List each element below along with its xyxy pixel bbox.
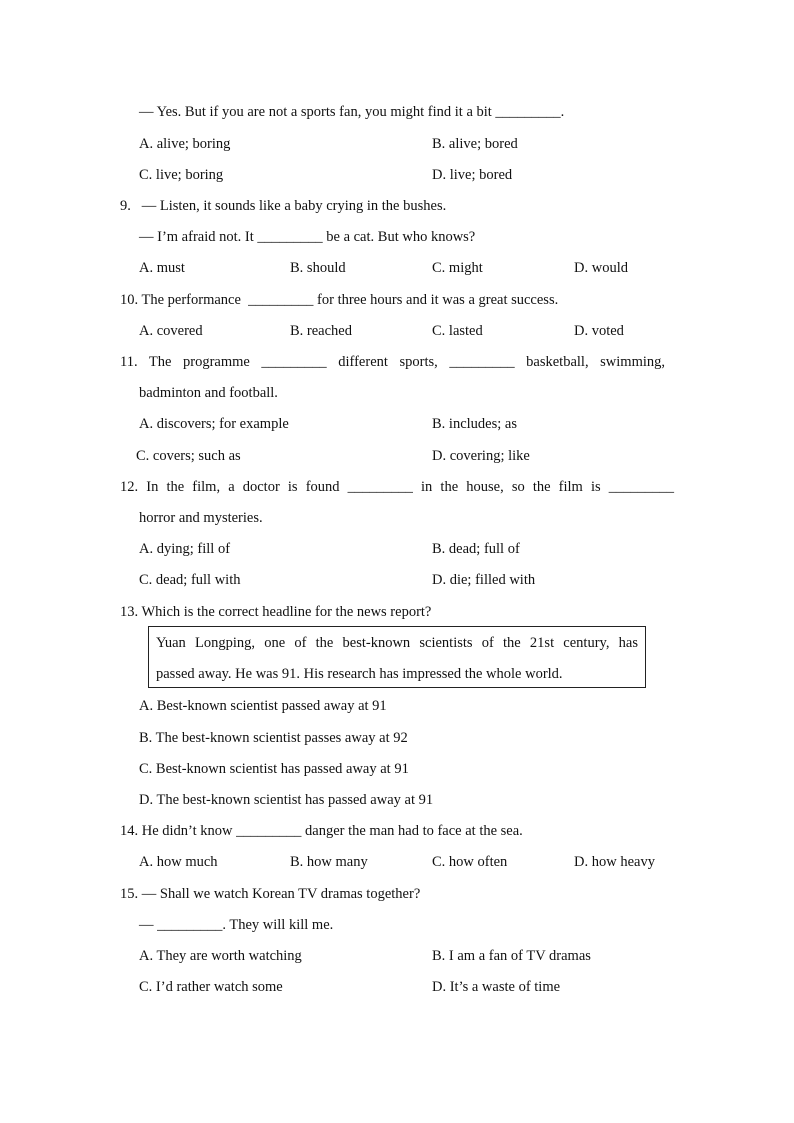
q10-option-b[interactable]: B. reached — [290, 323, 352, 339]
q11-option-d[interactable]: D. covering; like — [432, 448, 530, 464]
q9-question: 9. — Listen, it sounds like a baby crying in the bushes. — [120, 198, 447, 214]
q12-question: 12. In the film, a doctor is found _________ in the house, so the film is _________ — [120, 479, 674, 495]
q12-option-d[interactable]: D. die; filled with — [432, 572, 536, 588]
q11-question: 11. The programme _________ different sports, _________ basketball, swimming, — [120, 354, 665, 370]
q8-option-b[interactable]: B. alive; bored — [432, 136, 518, 152]
q11-option-c[interactable]: C. covers; such as — [136, 448, 241, 464]
q10-option-d[interactable]: D. voted — [574, 323, 624, 339]
q12-option-c[interactable]: C. dead; full with — [139, 572, 241, 588]
q11-option-b[interactable]: B. includes; as — [432, 416, 517, 432]
q15-option-c[interactable]: C. I’d rather watch some — [139, 979, 283, 995]
q9-option-d[interactable]: D. would — [574, 260, 628, 276]
news-report-line-2: passed away. He was 91. His research has impressed the whole world. — [156, 666, 563, 682]
q15-option-d[interactable]: D. It’s a waste of time — [432, 979, 561, 995]
q9-option-c[interactable]: C. might — [432, 260, 483, 276]
q14-option-c[interactable]: C. how often — [432, 854, 508, 870]
q14-question: 14. He didn’t know _________ danger the man had to face at the sea. — [120, 823, 523, 839]
q12-option-b[interactable]: B. dead; full of — [432, 541, 520, 557]
q11-option-a[interactable]: A. discovers; for example — [139, 416, 289, 432]
q14-option-a[interactable]: A. how much — [139, 854, 218, 870]
q9-response-line: — I’m afraid not. It _________ be a cat. But who knows? — [139, 229, 476, 245]
q11-question-cont: badminton and football. — [139, 385, 278, 401]
q8-option-c[interactable]: C. live; boring — [139, 167, 224, 183]
q13-option-c[interactable]: C. Best-known scientist has passed away at 91 — [139, 761, 409, 777]
q15-question: 15. — Shall we watch Korean TV dramas together? — [120, 886, 421, 902]
q15-option-b[interactable]: B. I am a fan of TV dramas — [432, 948, 591, 964]
q8-option-d[interactable]: D. live; bored — [432, 167, 513, 183]
q10-question: 10. The performance _________ for three hours and it was a great success. — [120, 292, 559, 308]
q12-question-cont: horror and mysteries. — [139, 510, 263, 526]
news-report-line-1: Yuan Longping, one of the best-known scientists of the 21st century, has — [156, 635, 638, 651]
q10-option-c[interactable]: C. lasted — [432, 323, 483, 339]
q13-option-b[interactable]: B. The best-known scientist passes away at 92 — [139, 730, 408, 746]
q15-option-a[interactable]: A. They are worth watching — [139, 948, 302, 964]
q13-option-d[interactable]: D. The best-known scientist has passed away at 91 — [139, 792, 434, 808]
q10-option-a[interactable]: A. covered — [139, 323, 203, 339]
q8-response-line: — Yes. But if you are not a sports fan, you might find it a bit _________. — [139, 104, 565, 120]
q15-response-line: — _________. They will kill me. — [139, 917, 334, 933]
q12-option-a[interactable]: A. dying; fill of — [139, 541, 231, 557]
q14-option-b[interactable]: B. how many — [290, 854, 368, 870]
q9-option-a[interactable]: A. must — [139, 260, 185, 276]
q14-option-d[interactable]: D. how heavy — [574, 854, 655, 870]
q13-option-a[interactable]: A. Best-known scientist passed away at 91 — [139, 698, 387, 714]
q8-option-a[interactable]: A. alive; boring — [139, 136, 231, 152]
q9-option-b[interactable]: B. should — [290, 260, 346, 276]
q13-question: 13. Which is the correct headline for the news report? — [120, 604, 432, 620]
